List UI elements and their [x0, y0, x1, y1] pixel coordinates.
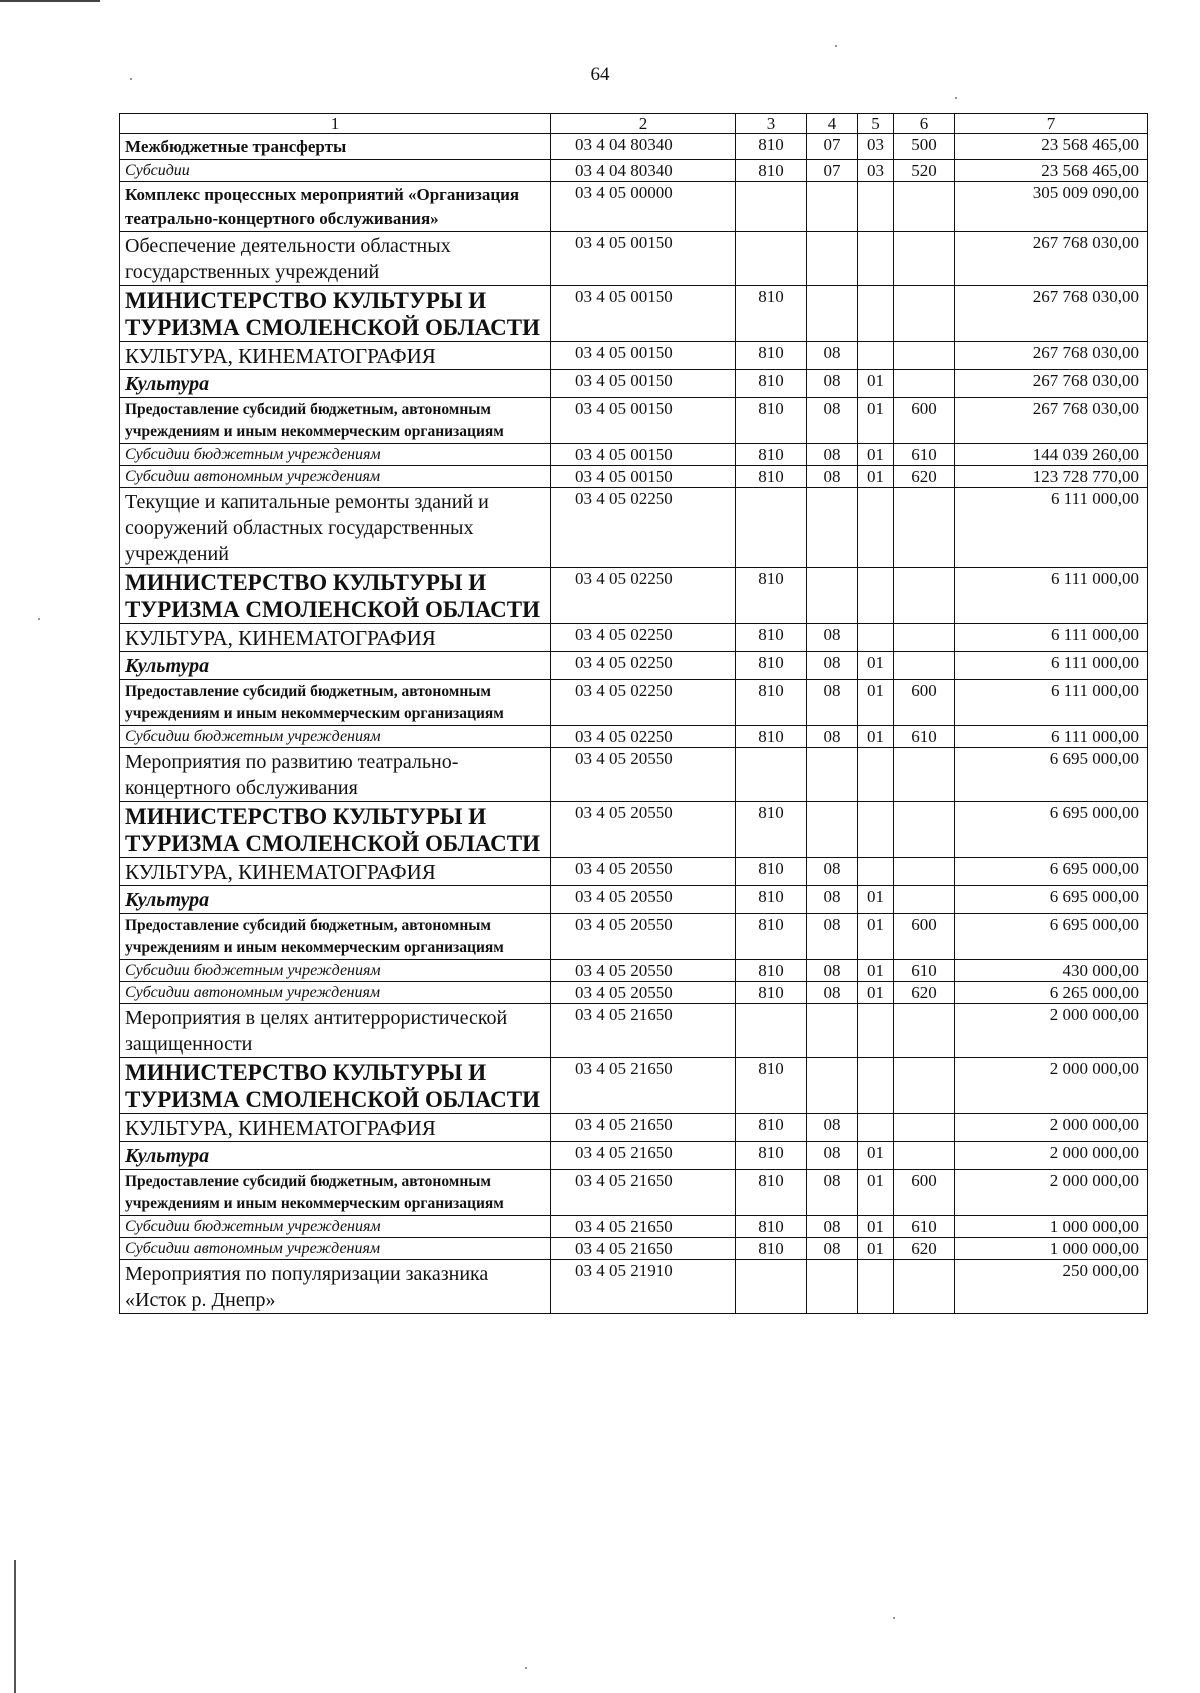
table-row — [120, 466, 1148, 488]
section-code-cell: 08 — [807, 1142, 858, 1170]
item-name-cell: Субсидии бюджетным учреждениям — [120, 1216, 551, 1238]
amount-cell: 144 039 260,00 — [955, 444, 1148, 466]
target-code-cell: 03 4 05 00150 — [551, 466, 736, 488]
item-name-cell: Предоставление субсидий бюджетным, автономным учреждениям и иным некоммерческим организациям — [120, 914, 551, 960]
table-row — [120, 134, 1148, 160]
scan-speck — [525, 1667, 527, 1669]
ministry-code-cell: 810 — [736, 1142, 807, 1170]
section-code-cell: 08 — [807, 398, 858, 444]
table-row — [120, 1170, 1148, 1216]
item-name-cell: Предоставление субсидий бюджетным, автономным учреждениям и иным некоммерческим организациям — [120, 398, 551, 444]
subsection-code-cell — [858, 1058, 894, 1114]
table-row — [120, 232, 1148, 286]
ministry-code-cell: 810 — [736, 568, 807, 624]
subsection-code-cell — [858, 1004, 894, 1058]
item-name-cell: КУЛЬТУРА, КИНЕМАТОГРАФИЯ — [120, 624, 551, 652]
ministry-code-cell: 810 — [736, 444, 807, 466]
expense-type-cell — [894, 488, 955, 568]
table-row — [120, 568, 1148, 624]
expense-type-cell — [894, 802, 955, 858]
ministry-code-cell: 810 — [736, 858, 807, 886]
column-number: 7 — [955, 114, 1148, 134]
table-row — [120, 858, 1148, 886]
amount-cell: 23 568 465,00 — [955, 134, 1148, 160]
section-code-cell: 08 — [807, 1216, 858, 1238]
section-code-cell: 08 — [807, 1114, 858, 1142]
expense-type-cell — [894, 1004, 955, 1058]
item-name-cell: МИНИСТЕРСТВО КУЛЬТУРЫ И ТУРИЗМА СМОЛЕНСКОЙ ОБЛАСТИ — [120, 568, 551, 624]
subsection-code-cell: 01 — [858, 444, 894, 466]
section-code-cell: 08 — [807, 982, 858, 1004]
expense-type-cell: 610 — [894, 726, 955, 748]
table-row — [120, 342, 1148, 370]
amount-cell: 23 568 465,00 — [955, 160, 1148, 182]
item-name-cell: КУЛЬТУРА, КИНЕМАТОГРАФИЯ — [120, 342, 551, 370]
item-name-cell: МИНИСТЕРСТВО КУЛЬТУРЫ И ТУРИЗМА СМОЛЕНСКОЙ ОБЛАСТИ — [120, 286, 551, 342]
target-code-cell: 03 4 05 21910 — [551, 1260, 736, 1314]
ministry-code-cell: 810 — [736, 286, 807, 342]
section-code-cell: 08 — [807, 726, 858, 748]
ministry-code-cell — [736, 232, 807, 286]
subsection-code-cell: 01 — [858, 466, 894, 488]
amount-cell: 430 000,00 — [955, 960, 1148, 982]
item-name-cell: Субсидии автономным учреждениям — [120, 982, 551, 1004]
table-row — [120, 886, 1148, 914]
target-code-cell: 03 4 05 20550 — [551, 858, 736, 886]
ministry-code-cell: 810 — [736, 960, 807, 982]
expense-type-cell: 500 — [894, 134, 955, 160]
section-code-cell: 07 — [807, 160, 858, 182]
expense-type-cell — [894, 342, 955, 370]
subsection-code-cell — [858, 748, 894, 802]
amount-cell: 6 111 000,00 — [955, 680, 1148, 726]
subsection-code-cell — [858, 802, 894, 858]
ministry-code-cell: 810 — [736, 370, 807, 398]
item-name-cell: Комплекс процессных мероприятий «Организация театрально-концертного обслуживания» — [120, 182, 551, 232]
scan-speck — [893, 1617, 895, 1619]
page-number: 64 — [590, 64, 610, 85]
section-code-cell: 08 — [807, 444, 858, 466]
table-row — [120, 1114, 1148, 1142]
expense-type-cell — [894, 652, 955, 680]
amount-cell: 2 000 000,00 — [955, 1142, 1148, 1170]
item-name-cell: Текущие и капитальные ремонты зданий и сооружений областных государственных учреждений — [120, 488, 551, 568]
amount-cell: 2 000 000,00 — [955, 1004, 1148, 1058]
subsection-code-cell — [858, 624, 894, 652]
section-code-cell: 08 — [807, 370, 858, 398]
item-name-cell: Мероприятия по развитию театрально-концертного обслуживания — [120, 748, 551, 802]
target-code-cell: 03 4 05 21650 — [551, 1114, 736, 1142]
item-name-cell: Предоставление субсидий бюджетным, автономным учреждениям и иным некоммерческим организациям — [120, 1170, 551, 1216]
amount-cell: 305 009 090,00 — [955, 182, 1148, 232]
amount-cell: 250 000,00 — [955, 1260, 1148, 1314]
target-code-cell: 03 4 05 02250 — [551, 726, 736, 748]
table-row — [120, 982, 1148, 1004]
table-row — [120, 680, 1148, 726]
table-row — [120, 748, 1148, 802]
amount-cell: 6 695 000,00 — [955, 802, 1148, 858]
ministry-code-cell — [736, 488, 807, 568]
item-name-cell: Мероприятия по популяризации заказника «Исток р. Днепр» — [120, 1260, 551, 1314]
ministry-code-cell — [736, 1004, 807, 1058]
item-name-cell: Субсидии автономным учреждениям — [120, 1238, 551, 1260]
amount-cell: 6 111 000,00 — [955, 488, 1148, 568]
table-body — [120, 134, 1148, 1314]
subsection-code-cell: 01 — [858, 398, 894, 444]
expense-type-cell — [894, 748, 955, 802]
target-code-cell: 03 4 05 02250 — [551, 652, 736, 680]
ministry-code-cell — [736, 182, 807, 232]
section-code-cell: 08 — [807, 914, 858, 960]
scan-speck — [835, 45, 837, 47]
expense-type-cell: 620 — [894, 982, 955, 1004]
section-code-cell: 07 — [807, 134, 858, 160]
amount-cell: 1 000 000,00 — [955, 1216, 1148, 1238]
expense-type-cell: 610 — [894, 444, 955, 466]
target-code-cell: 03 4 05 20550 — [551, 914, 736, 960]
expense-type-cell — [894, 232, 955, 286]
subsection-code-cell: 01 — [858, 1142, 894, 1170]
ministry-code-cell: 810 — [736, 342, 807, 370]
table-row — [120, 960, 1148, 982]
subsection-code-cell — [858, 568, 894, 624]
item-name-cell: Культура — [120, 1142, 551, 1170]
section-code-cell: 08 — [807, 1238, 858, 1260]
section-code-cell: 08 — [807, 680, 858, 726]
target-code-cell: 03 4 05 00150 — [551, 342, 736, 370]
ministry-code-cell: 810 — [736, 466, 807, 488]
target-code-cell: 03 4 05 21650 — [551, 1238, 736, 1260]
subsection-code-cell: 03 — [858, 160, 894, 182]
amount-cell: 6 695 000,00 — [955, 914, 1148, 960]
target-code-cell: 03 4 05 21650 — [551, 1170, 736, 1216]
item-name-cell: МИНИСТЕРСТВО КУЛЬТУРЫ И ТУРИЗМА СМОЛЕНСКОЙ ОБЛАСТИ — [120, 802, 551, 858]
section-code-cell — [807, 1004, 858, 1058]
expense-type-cell: 600 — [894, 1170, 955, 1216]
section-code-cell — [807, 748, 858, 802]
ministry-code-cell: 810 — [736, 1216, 807, 1238]
column-number: 1 — [120, 114, 551, 134]
amount-cell: 267 768 030,00 — [955, 370, 1148, 398]
target-code-cell: 03 4 05 20550 — [551, 886, 736, 914]
expense-type-cell — [894, 1058, 955, 1114]
target-code-cell: 03 4 05 21650 — [551, 1142, 736, 1170]
ministry-code-cell: 810 — [736, 160, 807, 182]
scan-edge-mark — [0, 0, 100, 2]
expense-type-cell — [894, 1114, 955, 1142]
ministry-code-cell: 810 — [736, 726, 807, 748]
item-name-cell: Субсидии бюджетным учреждениям — [120, 960, 551, 982]
column-number: 2 — [551, 114, 736, 134]
target-code-cell: 03 4 05 00150 — [551, 286, 736, 342]
target-code-cell: 03 4 05 00150 — [551, 232, 736, 286]
table-row — [120, 182, 1148, 232]
target-code-cell: 03 4 05 20550 — [551, 982, 736, 1004]
amount-cell: 6 111 000,00 — [955, 652, 1148, 680]
target-code-cell: 03 4 05 20550 — [551, 748, 736, 802]
scan-speck — [38, 618, 40, 620]
expense-type-cell — [894, 624, 955, 652]
item-name-cell: Субсидии бюджетным учреждениям — [120, 444, 551, 466]
expense-type-cell: 520 — [894, 160, 955, 182]
target-code-cell: 03 4 05 00150 — [551, 398, 736, 444]
amount-cell: 6 265 000,00 — [955, 982, 1148, 1004]
amount-cell: 123 728 770,00 — [955, 466, 1148, 488]
amount-cell: 2 000 000,00 — [955, 1114, 1148, 1142]
section-code-cell: 08 — [807, 1170, 858, 1216]
table-row — [120, 1260, 1148, 1314]
ministry-code-cell — [736, 1260, 807, 1314]
expense-type-cell: 610 — [894, 960, 955, 982]
amount-cell: 1 000 000,00 — [955, 1238, 1148, 1260]
amount-cell: 2 000 000,00 — [955, 1170, 1148, 1216]
target-code-cell: 03 4 05 02250 — [551, 624, 736, 652]
item-name-cell: КУЛЬТУРА, КИНЕМАТОГРАФИЯ — [120, 858, 551, 886]
section-code-cell — [807, 568, 858, 624]
item-name-cell: Субсидии бюджетным учреждениям — [120, 726, 551, 748]
table-row — [120, 444, 1148, 466]
subsection-code-cell — [858, 1260, 894, 1314]
item-name-cell: КУЛЬТУРА, КИНЕМАТОГРАФИЯ — [120, 1114, 551, 1142]
section-code-cell: 08 — [807, 652, 858, 680]
item-name-cell: Межбюджетные трансферты — [120, 134, 551, 160]
subsection-code-cell — [858, 232, 894, 286]
ministry-code-cell: 810 — [736, 624, 807, 652]
ministry-code-cell: 810 — [736, 802, 807, 858]
expense-type-cell — [894, 1260, 955, 1314]
table-row — [120, 652, 1148, 680]
amount-cell: 6 111 000,00 — [955, 726, 1148, 748]
ministry-code-cell: 810 — [736, 1170, 807, 1216]
section-code-cell: 08 — [807, 960, 858, 982]
subsection-code-cell: 01 — [858, 652, 894, 680]
item-name-cell: Культура — [120, 886, 551, 914]
table-row — [120, 160, 1148, 182]
item-name-cell: МИНИСТЕРСТВО КУЛЬТУРЫ И ТУРИЗМА СМОЛЕНСКОЙ ОБЛАСТИ — [120, 1058, 551, 1114]
table-row — [120, 398, 1148, 444]
subsection-code-cell: 01 — [858, 914, 894, 960]
target-code-cell: 03 4 05 02250 — [551, 488, 736, 568]
column-number: 6 — [894, 114, 955, 134]
expense-type-cell — [894, 182, 955, 232]
subsection-code-cell — [858, 858, 894, 886]
section-code-cell: 08 — [807, 466, 858, 488]
target-code-cell: 03 4 05 20550 — [551, 960, 736, 982]
amount-cell: 6 111 000,00 — [955, 568, 1148, 624]
section-code-cell — [807, 802, 858, 858]
item-name-cell: Предоставление субсидий бюджетным, автономным учреждениям и иным некоммерческим организациям — [120, 680, 551, 726]
ministry-code-cell — [736, 748, 807, 802]
table-row — [120, 370, 1148, 398]
amount-cell: 267 768 030,00 — [955, 286, 1148, 342]
item-name-cell: Мероприятия в целях антитеррористической защищенности — [120, 1004, 551, 1058]
amount-cell: 2 000 000,00 — [955, 1058, 1148, 1114]
item-name-cell: Обеспечение деятельности областных государственных учреждений — [120, 232, 551, 286]
subsection-code-cell — [858, 286, 894, 342]
subsection-code-cell: 01 — [858, 1170, 894, 1216]
amount-cell: 6 695 000,00 — [955, 886, 1148, 914]
table-row — [120, 1142, 1148, 1170]
expense-type-cell — [894, 858, 955, 886]
column-number-row — [120, 114, 1148, 134]
table-row — [120, 1216, 1148, 1238]
ministry-code-cell: 810 — [736, 398, 807, 444]
amount-cell: 267 768 030,00 — [955, 342, 1148, 370]
column-number: 5 — [858, 114, 894, 134]
target-code-cell: 03 4 05 00000 — [551, 182, 736, 232]
section-code-cell — [807, 286, 858, 342]
table-row — [120, 726, 1148, 748]
ministry-code-cell: 810 — [736, 1238, 807, 1260]
ministry-code-cell: 810 — [736, 982, 807, 1004]
subsection-code-cell — [858, 1114, 894, 1142]
target-code-cell: 03 4 05 21650 — [551, 1058, 736, 1114]
target-code-cell: 03 4 05 02250 — [551, 568, 736, 624]
section-code-cell — [807, 1058, 858, 1114]
section-code-cell — [807, 182, 858, 232]
target-code-cell: 03 4 05 00150 — [551, 370, 736, 398]
target-code-cell: 03 4 04 80340 — [551, 160, 736, 182]
budget-table — [119, 113, 1148, 1314]
ministry-code-cell: 810 — [736, 134, 807, 160]
ministry-code-cell: 810 — [736, 1114, 807, 1142]
expense-type-cell — [894, 568, 955, 624]
subsection-code-cell: 01 — [858, 680, 894, 726]
table-row — [120, 1058, 1148, 1114]
expense-type-cell: 600 — [894, 914, 955, 960]
subsection-code-cell: 01 — [858, 960, 894, 982]
item-name-cell: Культура — [120, 652, 551, 680]
expense-type-cell — [894, 886, 955, 914]
ministry-code-cell: 810 — [736, 680, 807, 726]
expense-type-cell — [894, 286, 955, 342]
target-code-cell: 03 4 05 20550 — [551, 802, 736, 858]
item-name-cell: Субсидии — [120, 160, 551, 182]
table-row — [120, 1004, 1148, 1058]
ministry-code-cell: 810 — [736, 886, 807, 914]
subsection-code-cell: 01 — [858, 1238, 894, 1260]
amount-cell: 6 695 000,00 — [955, 748, 1148, 802]
section-code-cell — [807, 232, 858, 286]
amount-cell: 6 695 000,00 — [955, 858, 1148, 886]
amount-cell: 267 768 030,00 — [955, 398, 1148, 444]
target-code-cell: 03 4 04 80340 — [551, 134, 736, 160]
table-row — [120, 802, 1148, 858]
target-code-cell: 03 4 05 21650 — [551, 1216, 736, 1238]
item-name-cell: Субсидии автономным учреждениям — [120, 466, 551, 488]
subsection-code-cell: 01 — [858, 982, 894, 1004]
scan-edge-mark — [14, 1560, 16, 1693]
ministry-code-cell: 810 — [736, 1058, 807, 1114]
subsection-code-cell: 01 — [858, 886, 894, 914]
section-code-cell — [807, 488, 858, 568]
expense-type-cell — [894, 1142, 955, 1170]
target-code-cell: 03 4 05 00150 — [551, 444, 736, 466]
table-row — [120, 488, 1148, 568]
expense-type-cell: 610 — [894, 1216, 955, 1238]
table-row — [120, 1238, 1148, 1260]
target-code-cell: 03 4 05 21650 — [551, 1004, 736, 1058]
expense-type-cell: 620 — [894, 1238, 955, 1260]
subsection-code-cell — [858, 342, 894, 370]
subsection-code-cell — [858, 182, 894, 232]
table-row — [120, 624, 1148, 652]
table-row — [120, 286, 1148, 342]
section-code-cell — [807, 1260, 858, 1314]
table-row — [120, 914, 1148, 960]
subsection-code-cell: 03 — [858, 134, 894, 160]
amount-cell: 6 111 000,00 — [955, 624, 1148, 652]
amount-cell: 267 768 030,00 — [955, 232, 1148, 286]
scan-speck — [955, 97, 957, 99]
item-name-cell: Культура — [120, 370, 551, 398]
ministry-code-cell: 810 — [736, 914, 807, 960]
subsection-code-cell: 01 — [858, 1216, 894, 1238]
column-number: 3 — [736, 114, 807, 134]
ministry-code-cell: 810 — [736, 652, 807, 680]
target-code-cell: 03 4 05 02250 — [551, 680, 736, 726]
subsection-code-cell: 01 — [858, 370, 894, 398]
expense-type-cell: 620 — [894, 466, 955, 488]
expense-type-cell: 600 — [894, 398, 955, 444]
section-code-cell: 08 — [807, 624, 858, 652]
section-code-cell: 08 — [807, 886, 858, 914]
section-code-cell: 08 — [807, 858, 858, 886]
column-number: 4 — [807, 114, 858, 134]
expense-type-cell — [894, 370, 955, 398]
subsection-code-cell: 01 — [858, 726, 894, 748]
section-code-cell: 08 — [807, 342, 858, 370]
expense-type-cell: 600 — [894, 680, 955, 726]
subsection-code-cell — [858, 488, 894, 568]
